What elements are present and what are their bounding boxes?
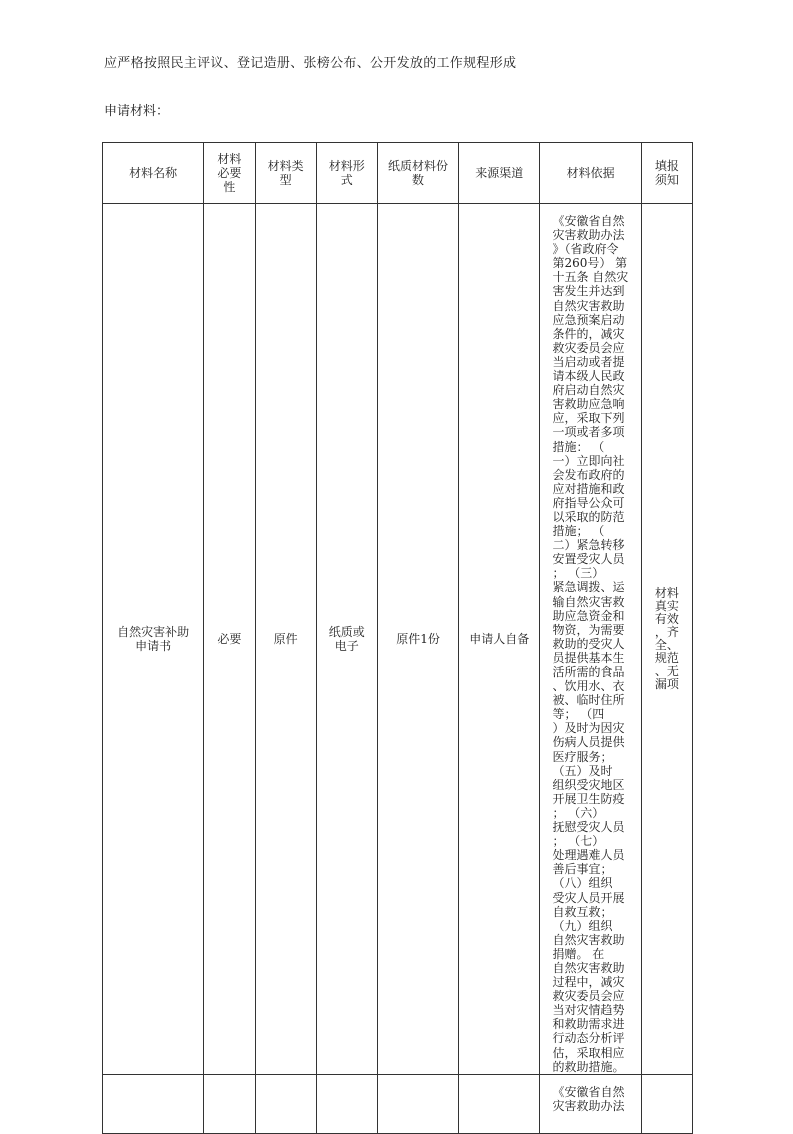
header-material-form: 材料形 式	[316, 143, 377, 204]
cell-material-type: 原件	[255, 204, 316, 1075]
cell-material-form	[316, 1074, 377, 1133]
header-source: 来源渠道	[459, 143, 540, 204]
cell-basis: 《安徽省自然 灾害救助办法	[540, 1074, 641, 1133]
table-row	[103, 204, 693, 1075]
table-header-row	[103, 143, 693, 204]
cell-material-name	[103, 1074, 204, 1133]
cell-material-type	[255, 1074, 316, 1133]
header-material-name: 材料名称	[103, 143, 204, 204]
header-material-type: 材料类 型	[255, 143, 316, 204]
intro-text: 应严格按照民主评议、登记造册、张榜公布、公开发放的工作规程形成	[104, 56, 517, 71]
table-row	[103, 1074, 693, 1133]
cell-source: 申请人自备	[459, 204, 540, 1075]
cell-paper-copies: 原件1份	[377, 204, 458, 1075]
cell-notes	[641, 1074, 692, 1133]
cell-basis: 《安徽省自然 灾害救助办法 》（省政府令 第260号） 第 十五条 自然灾 害发生并达到 自然灾害救助 应急预案启动 条件的，减灾 救灾委员会应 当启动或者提 请本级人民政 府启动自然灾 害救助应急响 应，采取下列 一项或者多项 措施： （ 一）立即向社 会发布政府的 应对措施和政 府指导公众可 以采取的防范 措施； （ 二）紧急转移 安置受灾人员 ； （三） 紧急调拨、运 输自然灾害救 助应急资金和 物资，为需要 救助的受灾人 员提供基本生 活所需的食品 、饮用水、衣 被、临时住所 等； （四 ）及时为因灾 伤病人员提供 医疗服务； （五）及时 组织受灾地区 开展卫生防疫 ； （六） 抚慰受灾人员 ； （七） 处理遇难人员 善后事宜； （八）组织 受灾人员开展 自救互救； （九）组织 自然灾害救助 捐赠。 在 自然灾害救助 过程中，减灾 救灾委员会应 当对灾情趋势 和救助需求进 行动态分析评 估，采取相应 的救助措施。	[540, 204, 641, 1075]
cell-source	[459, 1074, 540, 1133]
cell-material-name: 自然灾害补助 申请书	[103, 204, 204, 1075]
header-notes: 填报 须知	[641, 143, 692, 204]
section-label: 申请材料：	[104, 104, 170, 119]
cell-required: 必要	[204, 204, 255, 1075]
header-paper-copies: 纸质材料份 数	[377, 143, 458, 204]
cell-material-form: 纸质或 电子	[316, 204, 377, 1075]
cell-required	[204, 1074, 255, 1133]
cell-paper-copies	[377, 1074, 458, 1133]
header-basis: 材料依据	[540, 143, 641, 204]
materials-table	[102, 142, 693, 1134]
cell-notes: 材料 真实 有效 ，齐 全、 规范 、无 漏项	[641, 204, 692, 1075]
header-required: 材料 必要 性	[204, 143, 255, 204]
